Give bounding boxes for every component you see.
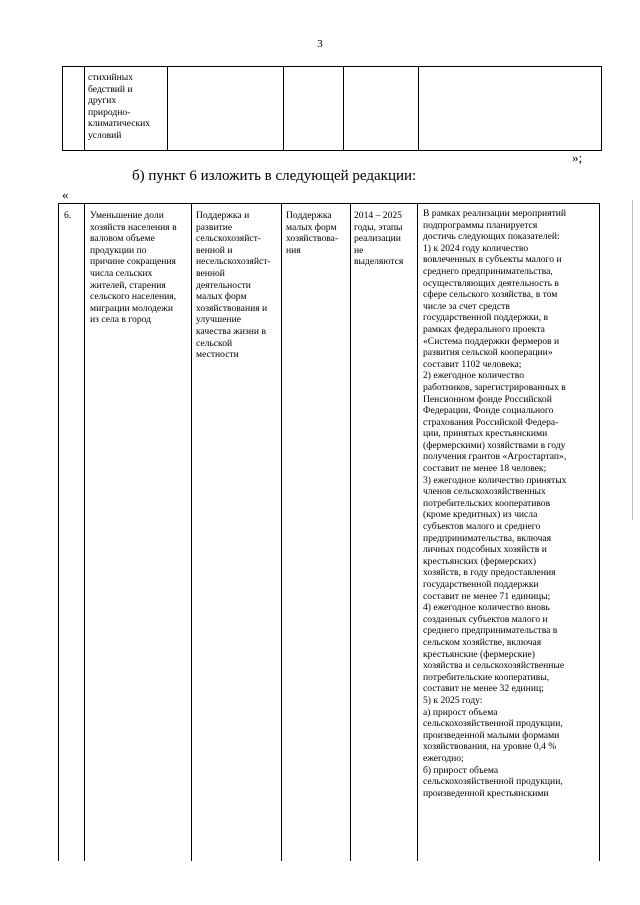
executor-cell: Поддержка малых форм хозяйствова- ния [286,210,339,256]
scan-edge-mark [632,200,633,520]
amendment-instruction: б) пункт 6 изложить в следующей редакции: [132,168,417,184]
result-cell: В рамках реализации мероприятий подпрограммы планируется достичь следующих показателей: 1) к 2024 году количество вовлеченных в субъекты малого и среднего предпринимательства, осуществляющих деятельность в сфере сельского хозяйства, в том числе за счет средств государственной поддержки, в рамках федерального проекта «Система поддержки фермеров и развития сельской кооперации» составит 1102 человека; 2) ежегодное количество работников, зарегистрированных в Пенсионном фонде Российской Федерации, Фонде социального страхования Российской Федера- ции, принятых крестьянскими (фермерскими) хозяйствами в году получения грантов «Агростартап», составит не менее 18 человек; 3) ежегодное количество принятых членов сельскохозяйственных потребительских кооперативов (кроме кредитных) из числа субъектов малого и среднего предпринимательства, включая личных подсобных хозяйств и крестьянских (фермерских) хозяйств, в году предоставления государственной поддержки составит не менее 71 единицы; 4) ежегодное количество вновь созданных субъектов малого и среднего предпринимательства в сельском хозяйстве, включая крестьянские (фермерские) хозяйства и сельскохозяйственные потребительские кооперативы, составит не менее 32 единиц; 5) к 2025 году: а) прирост объема сельскохозяйственной продукции, произведенной малыми формами хозяйствования, на уровне 0,4 % ежегодно; б) прирост объема сельскохозяйственной продукции, произведенной крестьянскими [423,208,567,799]
page-number: 3 [317,38,323,50]
period-cell: 2014 – 2025 годы, этапы реализации не выделяются [354,210,404,268]
task-cell: Уменьшение доли хозяйств населения в валовом объеме продукции по причине сокращения числа сельских жителей, старения сельского населения, миграции молодежи из села в город [90,210,177,326]
row-number: 6. [64,210,72,221]
closing-quote: »; [572,150,583,165]
top-table-cell: стихийных бедствий и других природно- климатических условий [88,72,151,141]
opening-quote: « [62,187,69,202]
measure-cell: Поддержка и развитие сельскохозяйст- венной и несельскохозяйст- венной деятельности малых форм хозяйствования и улучшение качества жизни в сельской местности [196,210,271,361]
